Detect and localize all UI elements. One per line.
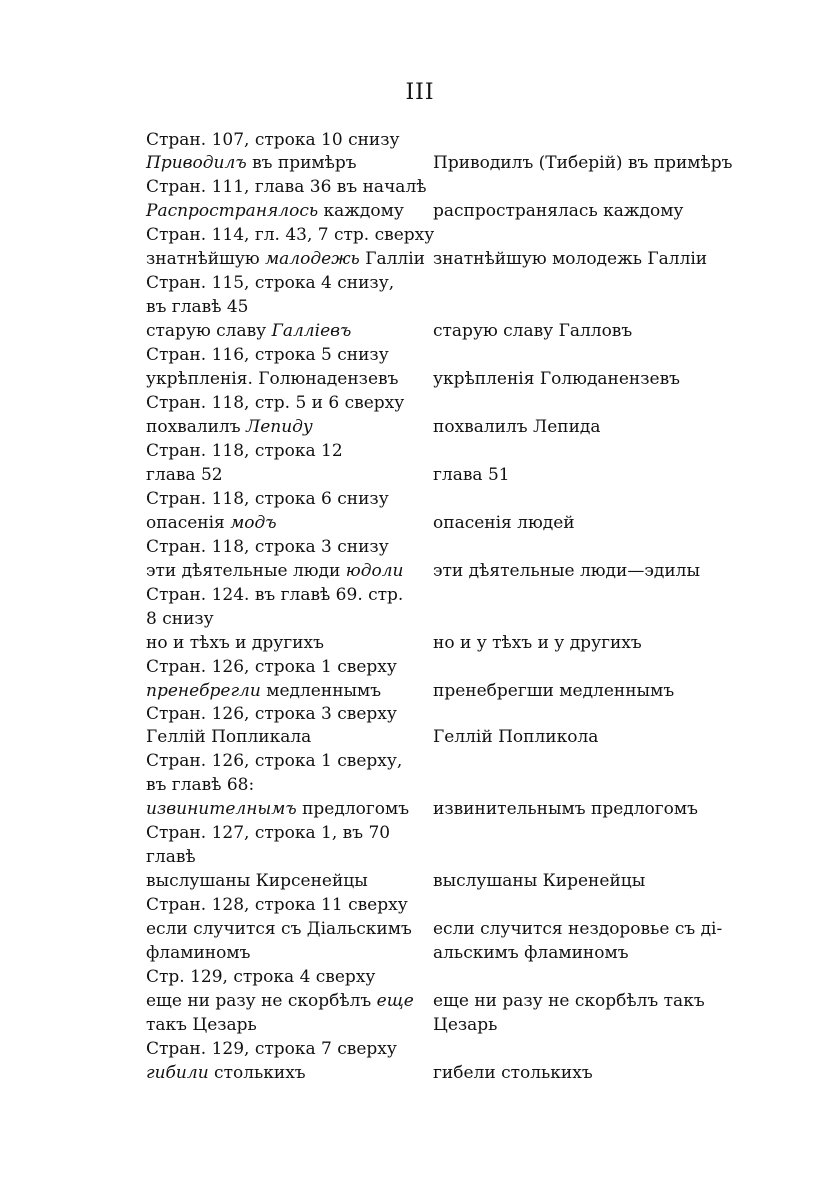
- errata-word-italic: юдоли: [345, 561, 404, 581]
- errata-left-line: Стран. 118, строка 6 снизу: [146, 489, 389, 509]
- errata-left-line: Стран. 111, глава 36 въ началѣ: [146, 177, 427, 197]
- errata-left-line: фламиномъ: [146, 943, 251, 963]
- errata-right-line: гибели столькихъ: [433, 1063, 593, 1083]
- errata-right-line: глава 51: [433, 465, 510, 485]
- errata-left-line: [146, 1062, 306, 1084]
- errata-word-italic: Галліевъ: [271, 321, 352, 341]
- errata-text: предлогомъ: [296, 799, 410, 819]
- errata-left-line: въ главѣ 68:: [146, 775, 255, 795]
- errata-right-line: Цезарь: [433, 1015, 498, 1035]
- errata-word-italic: малодежь: [265, 249, 360, 269]
- errata-left-line: [146, 248, 425, 270]
- errata-left-line: Стран. 128, строка 11 сверху: [146, 895, 408, 915]
- errata-left-line: Стран. 126, строка 1 сверху: [146, 657, 397, 677]
- errata-right-line: укрѣпленія Голюданензевъ: [433, 369, 680, 389]
- errata-left-line: Стран. 118, строка 12: [146, 441, 343, 461]
- errata-text: старую славу: [146, 321, 272, 341]
- errata-left-line: Геллій Попликала: [146, 727, 312, 747]
- errata-right-line: знатнѣйшую молодежь Галліи: [433, 249, 708, 269]
- errata-left-line: Стран. 129, строка 7 сверху: [146, 1039, 397, 1059]
- errata-right-line: если случится нездоровье съ ді-: [433, 919, 723, 939]
- errata-left-line: [146, 416, 313, 438]
- errata-left-line: Стран. 116, строка 5 снизу: [146, 345, 389, 365]
- errata-left-line: такъ Цезарь: [146, 1015, 257, 1035]
- errata-word-italic: извинителнымъ: [146, 799, 297, 819]
- errata-text: еще ни разу не скорбѣлъ: [146, 991, 377, 1011]
- errata-word-italic: пренебрегли: [146, 681, 261, 701]
- errata-word-italic: Распространялось: [146, 201, 319, 221]
- errata-left-line: укрѣпленія. Голюнадензевъ: [146, 369, 399, 389]
- errata-right-line: Приводилъ (Тиберій) въ примѣръ: [433, 153, 733, 173]
- errata-left-line: Стран. 126, строка 3 сверху: [146, 704, 397, 724]
- errata-right-line: распространялась каждому: [433, 201, 684, 221]
- errata-text: въ примѣръ: [246, 153, 357, 173]
- errata-left-line: [146, 560, 404, 582]
- errata-left-line: Стран. 115, строка 4 снизу,: [146, 273, 395, 293]
- errata-right-line: альскимъ фламиномъ: [433, 943, 629, 963]
- errata-text: каждому: [318, 201, 404, 221]
- errata-left-line: [146, 512, 277, 534]
- errata-left-line: Стран. 107, строка 10 снизу: [146, 130, 400, 150]
- errata-left-line: [146, 200, 404, 222]
- errata-left-line: Стран. 124. въ главѣ 69. стр.: [146, 585, 404, 605]
- errata-left-line: 8 снизу: [146, 609, 214, 629]
- errata-left-line: Стран. 118, стр. 5 и 6 сверху: [146, 393, 405, 413]
- errata-right-line: пренебрегши медленнымъ: [433, 681, 675, 701]
- errata-left-line: [146, 798, 409, 820]
- errata-text: медленнымъ: [260, 681, 382, 701]
- errata-right-line: опасенія людей: [433, 513, 575, 533]
- errata-left-line: [146, 152, 357, 174]
- errata-right-line: старую славу Галловъ: [433, 321, 633, 341]
- errata-left-line: Стран. 126, строка 1 сверху,: [146, 751, 403, 771]
- errata-left-line: Стр. 129, строка 4 сверху: [146, 967, 376, 987]
- errata-left-line: главѣ: [146, 847, 196, 867]
- errata-left-line: [146, 320, 351, 342]
- errata-right-line: эти дѣятельные люди—эдилы: [433, 561, 700, 581]
- errata-text: знатнѣйшую: [146, 249, 266, 269]
- errata-word-italic: гибили: [146, 1063, 209, 1083]
- errata-right-line: Геллій Попликола: [433, 727, 599, 747]
- errata-left-line: [146, 680, 381, 702]
- errata-left-line: если случится съ Діальскимъ: [146, 919, 412, 939]
- errata-text: опасенія: [146, 513, 231, 533]
- errata-right-line: еще ни разу не скорбѣлъ такъ: [433, 991, 705, 1011]
- errata-right-line: но и у тѣхъ и у другихъ: [433, 633, 642, 653]
- errata-left-line: Стран. 114, гл. 43, 7 стр. сверху: [146, 225, 435, 245]
- errata-left-line: но и тѣхъ и другихъ: [146, 633, 324, 653]
- page-number: III: [405, 80, 435, 105]
- errata-text: эти дѣятельные люди: [146, 561, 346, 581]
- errata-text: столькихъ: [208, 1063, 306, 1083]
- errata-left-line: Стран. 118, строка 3 снизу: [146, 537, 389, 557]
- errata-left-line: выслушаны Кирсенейцы: [146, 871, 368, 891]
- errata-left-line: въ главѣ 45: [146, 297, 249, 317]
- errata-text: Галліи: [359, 249, 425, 269]
- errata-left-line: глава 52: [146, 465, 223, 485]
- errata-word-italic: Лепиду: [246, 417, 313, 437]
- errata-left-line: [146, 990, 414, 1012]
- errata-right-line: извинительнымъ предлогомъ: [433, 799, 698, 819]
- errata-word-italic: модъ: [230, 513, 277, 533]
- errata-left-line: Стран. 127, строка 1, въ 70: [146, 823, 391, 843]
- errata-right-line: выслушаны Киренейцы: [433, 871, 646, 891]
- errata-text: похвалилъ: [146, 417, 247, 437]
- errata-right-line: похвалилъ Лепида: [433, 417, 601, 437]
- errata-word-italic: Приводилъ: [146, 153, 247, 173]
- errata-word-italic: еще: [376, 991, 414, 1011]
